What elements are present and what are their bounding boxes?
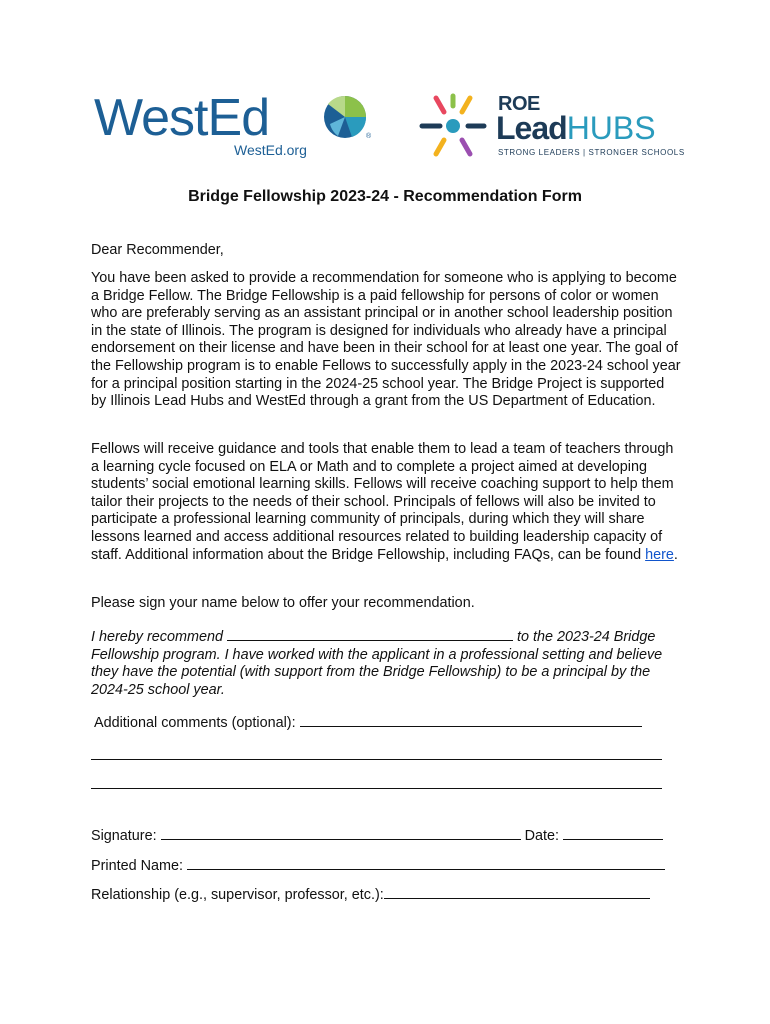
leadhubs-hubs-text: HUBS xyxy=(566,110,656,146)
fellows-paragraph xyxy=(91,441,681,564)
signature-field[interactable] xyxy=(161,827,521,840)
wested-logo xyxy=(94,89,384,162)
here-link[interactable]: here xyxy=(645,546,674,563)
relationship-field[interactable] xyxy=(384,886,650,899)
wested-globe-icon xyxy=(322,94,374,140)
wested-wordmark: WestEd xyxy=(94,89,270,147)
applicant-name-field[interactable] xyxy=(227,628,513,641)
printed-name-field[interactable] xyxy=(187,857,665,870)
comments-line-3[interactable] xyxy=(91,788,662,789)
printed-name-label: Printed Name: xyxy=(91,858,183,874)
leadhubs-wordmark xyxy=(496,110,656,146)
printed-name-row xyxy=(91,857,665,876)
leadhubs-burst-icon xyxy=(418,92,490,160)
relationship-row xyxy=(91,886,650,905)
intro-paragraph: You have been asked to provide a recommendation for someone who is applying to become a Bridge Fellow. The Bridge Fellowship is a paid fellowship for persons of color or women who are preferably serving as an assistant principal or in another school leadership position in the state of Illinois. The program is designed for individuals who already have a principal endorsement on their license and have been in their school for at least one year. The goal of the Fellowship program is to enable Fellows to successfully apply in the 2023-24 school year for a principal position starting in the 2024-25 school year. The Bridge Project is supported by Illinois Lead Hubs and WestEd through a grant from the US Department of Education. xyxy=(91,270,681,410)
signature-label: Signature: xyxy=(91,828,157,844)
additional-comments-label: Additional comments (optional): xyxy=(94,715,296,731)
date-field[interactable] xyxy=(563,827,663,840)
recommend-prefix: I hereby recommend xyxy=(91,629,223,645)
leadhubs-lead-text: Lead xyxy=(496,110,567,146)
relationship-label: Relationship (e.g., supervisor, professor, etc.): xyxy=(91,887,384,903)
greeting: Dear Recommender, xyxy=(91,242,224,258)
fellows-text: Fellows will receive guidance and tools that enable them to lead a team of teachers through a learning cycle focused on ELA or Math and to complete a project aimed at developing students’ social emotional learning skills. Fellows will receive coaching support to help them tailor their projects to the needs of their school. Principals of fellows will also be invited to participate a professional learning community of principals, during which they will share lessons learned and access additional resources related to building leadership capacity of staff. Additional information about the Bridge Fellowship, including FAQs, can be found xyxy=(91,441,674,563)
additional-comments-field[interactable] xyxy=(300,714,642,727)
additional-comments-row xyxy=(94,714,642,733)
signature-row xyxy=(91,827,663,846)
date-label: Date: xyxy=(524,828,560,844)
sign-instruction: Please sign your name below to offer your recommendation. xyxy=(91,595,475,611)
leadhubs-tagline: STRONG LEADERS | STRONGER SCHOOLS xyxy=(498,148,685,157)
recommend-suffix: to the 2023-24 Bridge Fellowship program. I have worked with the applicant in a professional setting and believe they have the potential (with support from the Bridge Fellowship) to be a principal by the 2024-25 school year. xyxy=(91,629,663,698)
roe-leadhubs-logo xyxy=(418,92,685,162)
recommendation-statement xyxy=(91,628,681,699)
fellows-end: . xyxy=(673,546,678,563)
form-title: Bridge Fellowship 2023-24 - Recommendation Form xyxy=(188,188,582,205)
comments-line-2[interactable] xyxy=(91,759,662,760)
wested-url: WestEd.org xyxy=(234,142,307,158)
registered-mark: ® xyxy=(366,133,372,140)
leadhubs-roe-text: ROE xyxy=(498,93,540,115)
